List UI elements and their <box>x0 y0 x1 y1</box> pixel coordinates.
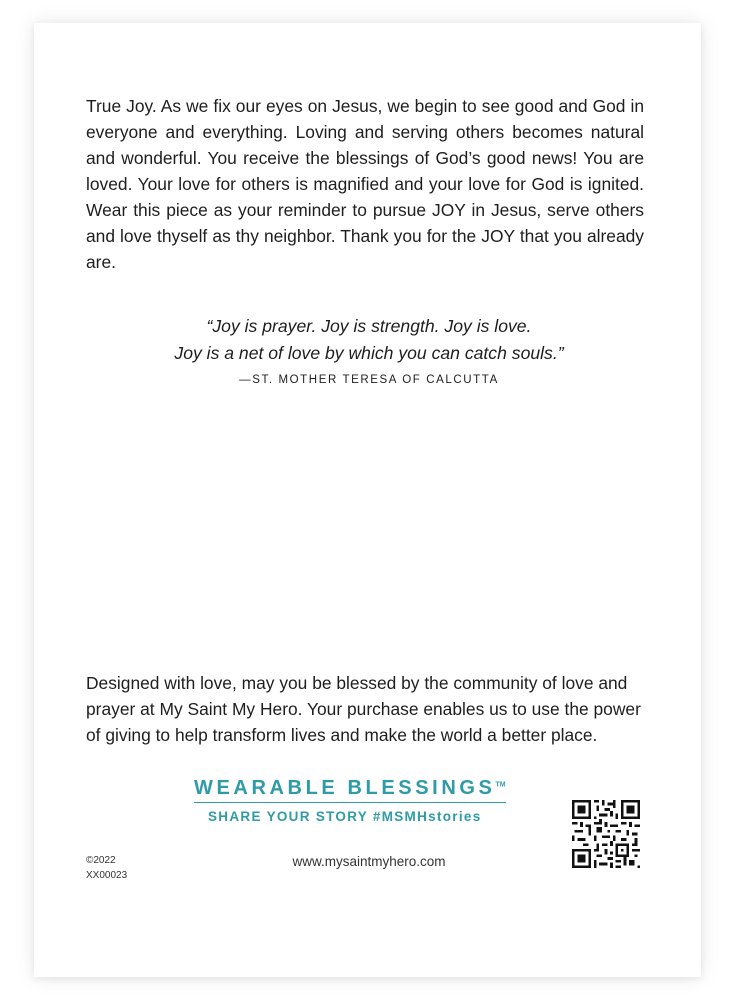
card-body-text: True Joy. As we fix our eyes on Jesus, we begin to see good and God in everyone and everything. Loving and serving others becomes natural and wonderful. You receive the blessings of God’s good news! You are loved. Your love for others is magnified and your love for God is ignited. Wear this piece as your reminder to pursue JOY in Jesus, serve others and love thyself as thy neighbor. Thank you for the JOY that you already are. <box>86 96 644 272</box>
quote-line-1: “Joy is prayer. Joy is strength. Joy is love. <box>206 316 532 336</box>
qr-code-icon[interactable] <box>572 800 640 868</box>
closing-text: Designed with love, may you be blessed by the community of love and prayer at My Saint My Hero. Your purchase enables us to use the power of giving to help transform lives and make the world a better place. <box>86 673 641 745</box>
card-meta <box>86 853 127 883</box>
product-code: XX00023 <box>86 870 128 881</box>
quote-line-2: Joy is a net of love by which you can catch souls.” <box>174 343 564 363</box>
brand-title-text: WEARABLE BLESSINGS <box>194 777 496 799</box>
brand-title <box>194 777 506 803</box>
blessing-card <box>34 23 701 977</box>
quote-attribution: —ST. MOTHER TERESA OF CALCUTTA <box>239 374 499 386</box>
website-link[interactable]: www.mysaintmyhero.com <box>292 854 446 869</box>
quote-block <box>74 313 664 386</box>
copyright-text: ©2022 <box>86 855 116 866</box>
brand-subtitle: SHARE YOUR STORY #MSMHstories <box>208 809 482 824</box>
brand-block <box>194 777 520 824</box>
trademark-mark: TM <box>495 781 506 789</box>
